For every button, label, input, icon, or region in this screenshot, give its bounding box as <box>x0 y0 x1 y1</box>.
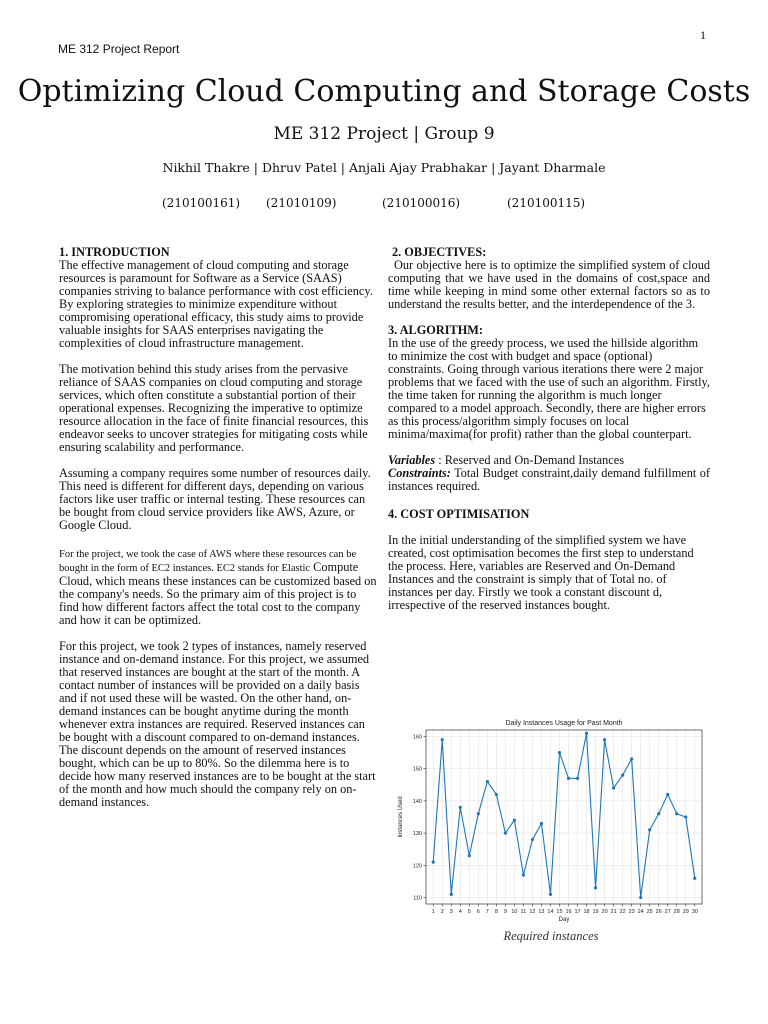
data-point <box>459 806 462 809</box>
x-tick-label: 9 <box>503 909 507 915</box>
data-point <box>450 893 453 896</box>
data-point <box>441 738 444 741</box>
data-point <box>549 893 552 896</box>
data-point <box>648 828 651 831</box>
objectives-heading: 2. OBJECTIVES: <box>392 245 487 259</box>
x-tick-label: 6 <box>476 909 480 915</box>
data-point <box>468 854 471 857</box>
algorithm-text: In the use of the greedy process, we used the hillside algorithm to minimize the cost with budget and space (optional) constraints. Going through various iterations there were 2 major problems that we faced with the use of such an algorithm. Firstly, the time taken for running the algorithm is much longer compared to a model approach. Secondly, there are higher errors as this process/algorithm simply focuses on local minima/maxima(for profit) rather than the global counterpart. <box>388 336 710 441</box>
author-id-4: (210100115) <box>507 196 586 210</box>
variables-label: Variables <box>388 453 436 467</box>
data-point <box>585 732 588 735</box>
data-point <box>612 786 615 789</box>
author-id-3: (210100016) <box>382 196 461 210</box>
x-tick-label: 8 <box>494 909 498 915</box>
constraints-line <box>388 467 710 493</box>
data-point <box>504 832 507 835</box>
x-tick-label: 26 <box>655 909 662 915</box>
x-tick-label: 15 <box>556 909 563 915</box>
y-tick-label: 110 <box>413 895 422 902</box>
x-tick-label: 22 <box>619 909 626 915</box>
data-point <box>693 877 696 880</box>
y-tick-label: 120 <box>412 863 422 870</box>
intro-paragraph-4 <box>59 547 377 627</box>
left-column <box>59 246 377 809</box>
data-point <box>639 896 642 899</box>
data-point <box>684 815 687 818</box>
x-tick-label: 17 <box>574 909 581 915</box>
x-tick-label: 12 <box>529 909 536 915</box>
data-point <box>621 774 624 777</box>
series-line <box>433 733 695 897</box>
x-tick-label: 3 <box>449 909 453 915</box>
data-point <box>567 777 570 780</box>
data-point <box>630 757 633 760</box>
data-point <box>594 886 597 889</box>
y-tick-label: 130 <box>412 831 422 838</box>
intro-paragraph-5: For this project, we took 2 types of instances, namely reserved instance and on-demand instance. For this project, we assumed that reserved instances are bought at the start of the month. A contact number of instances will be provided on a daily basis and if not used these will be wasted. On the other hand, on-demand instances can be bought anytime during the month whenever extra instances are required. Reserved instances can be bought with a discount compared to on-demand instances. The discount depends on the amount of reserved instances bought, which can be up to 80%. So the dilemma here is to decide how many reserved instances are to be bought at the start of the month and how much should the company rely on on-demand instances. <box>59 639 376 809</box>
x-tick-label: 5 <box>467 909 471 915</box>
x-tick-label: 21 <box>610 909 617 915</box>
x-tick-label: 14 <box>547 909 554 915</box>
right-column <box>388 246 710 612</box>
data-point <box>486 780 489 783</box>
data-point <box>495 793 498 796</box>
x-tick-label: 24 <box>637 909 644 915</box>
plot-frame <box>426 730 702 904</box>
data-point <box>576 777 579 780</box>
data-point <box>540 822 543 825</box>
intro-paragraph-2: The motivation behind this study arises from the pervasive reliance of SAAS companies on cloud computing and storage services, which often constitute a substantial portion of their operational expenses. Recognizing the imperative to optimize resource allocation in the face of finite financial resources, this endeavor seeks to uncover strategies for mitigating costs while ensuring scalability and performance. <box>59 362 369 454</box>
running-head: ME 312 Project Report <box>58 42 180 56</box>
x-tick-label: 23 <box>628 909 635 915</box>
x-tick-label: 7 <box>485 909 489 915</box>
x-tick-label: 16 <box>565 909 572 915</box>
data-point <box>522 873 525 876</box>
data-point <box>477 812 480 815</box>
page-title: Optimizing Cloud Computing and Storage Costs <box>17 74 751 109</box>
cost-optimisation-heading: 4. COST OPTIMISATION <box>388 507 530 521</box>
constraints-label: Constraints: <box>388 466 451 480</box>
data-point <box>603 738 606 741</box>
algorithm-heading: 3. ALGORITHM: <box>388 323 483 337</box>
x-tick-label: 29 <box>682 909 689 915</box>
daily-instances-chart <box>392 716 710 928</box>
figure-caption: Required instances <box>503 929 599 943</box>
data-point <box>675 812 678 815</box>
data-point <box>657 812 660 815</box>
x-tick-label: 13 <box>538 909 545 915</box>
data-point <box>513 819 516 822</box>
x-tick-label: 4 <box>458 909 462 915</box>
data-point <box>432 861 435 864</box>
x-axis-label: Day <box>558 917 570 923</box>
cost-optimisation-text: In the initial understanding of the simplified system we have created, cost optimisation becomes the first step to understand the process. Here, variables are Reserved and On-Demand Instances and the constraint is simply that of Total no. of instances per day. Firstly we took a constant discount d, irrespective of the reserved instances bought. <box>388 533 694 612</box>
y-tick-label: 150 <box>412 766 422 773</box>
intro-paragraph-4-rest: Compute Cloud, which means these instances can be customized based on the company's needs. So the primary aim of this project is to find how different factors affect the total cost to the company and how it can be optimized. <box>59 560 377 627</box>
intro-paragraph-1: The effective management of cloud computing and storage resources is paramount for Software as a Service (SAAS) companies striving to balance performance with cost efficiency. By exploring strategies to minimize expenditure without compromising operational efficacy, this study aims to provide valuable insights for SAAS enterprises navigating the complexities of cloud infrastructure management. <box>59 258 373 350</box>
data-point <box>666 793 669 796</box>
x-tick-label: 20 <box>601 909 608 915</box>
x-tick-label: 25 <box>646 909 653 915</box>
author-id-1: (210100161) <box>162 196 241 210</box>
y-axis-label: Instances Used <box>398 796 404 838</box>
x-tick-label: 10 <box>511 909 518 915</box>
x-tick-label: 2 <box>440 909 444 915</box>
author-id-2: (21010109) <box>266 196 337 210</box>
x-tick-label: 30 <box>691 909 698 915</box>
intro-paragraph-3: Assuming a company requires some number of resources daily. This need is different for different days, depending on various factors like user traffic or internal testing. These resources can be bought from cloud service providers like AWS, Azure, or Google Cloud. <box>59 466 371 532</box>
x-tick-label: 1 <box>431 909 435 915</box>
data-point <box>531 838 534 841</box>
y-tick-label: 160 <box>412 734 422 741</box>
objectives-text: Our objective here is to optimize the simplified system of cloud computing that we have used in the domains of cost,space and time while keeping in mind some other external factors so as to understand the results better, and the interdependence of the 3. <box>388 258 710 311</box>
introduction-heading: 1. INTRODUCTION <box>59 245 170 259</box>
x-tick-label: 27 <box>664 909 671 915</box>
x-tick-label: 18 <box>583 909 590 915</box>
page-subtitle: ME 312 Project | Group 9 <box>273 124 495 144</box>
x-tick-label: 28 <box>673 909 680 915</box>
intro-paragraph-4-start: For the project, we took the case of AWS where these resources can be bought in the form of EC2 instances. EC2 stands for Elastic <box>59 549 357 574</box>
variables-text: : Reserved and On-Demand Instances <box>435 453 624 467</box>
data-point <box>558 751 561 754</box>
author-list: Nikhil Thakre | Dhruv Patel | Anjali Ajay Prabhakar | Jayant Dharmale <box>162 160 606 175</box>
x-tick-label: 19 <box>592 909 599 915</box>
chart-title: Daily Instances Usage for Past Month <box>505 720 623 727</box>
constraints-text: Total Budget constraint,daily demand fulfillment of instances required. <box>388 466 710 493</box>
page-number: 1 <box>700 28 706 42</box>
x-tick-label: 11 <box>520 909 527 915</box>
y-tick-label: 140 <box>412 798 422 805</box>
